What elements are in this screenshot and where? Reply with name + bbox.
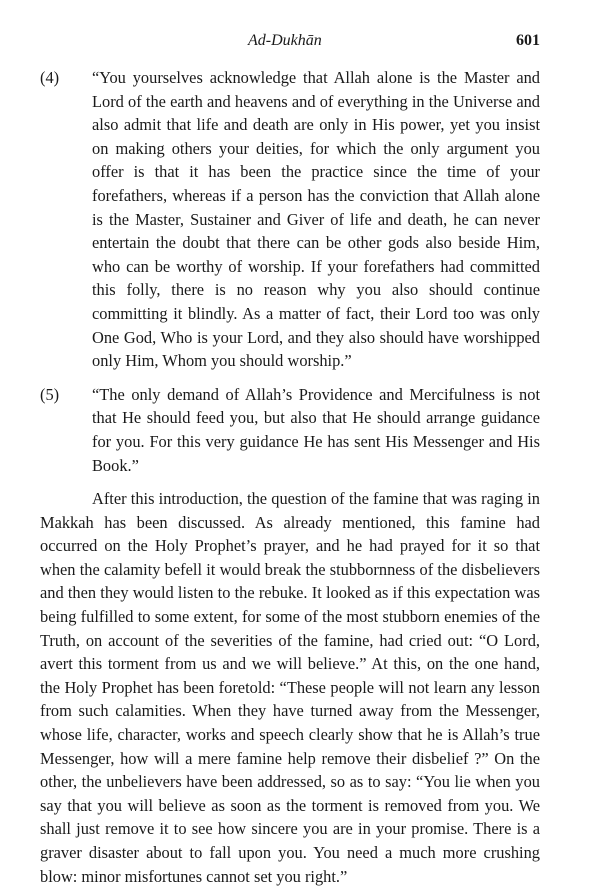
page-number: 601 xyxy=(516,32,540,49)
body-text xyxy=(40,66,540,888)
point-text: “You yourselves acknowledge that Allah alone is the Master and Lord of the earth and heavens and of everything in the Universe and also admit that life and death are only in His power, yet you insist on making others your deities, for which the only argument you offer is that it has been the practice since the time of your forefathers, whereas if a person has the conviction that Allah alone is the Master, Sustainer and Giver of life and death, he can never entertain the doubt that there can be other gods also beside Him, who can be worthy of worship. If your forefathers had committed this folly, there is no reason why you also should continue committing it blindly. As a matter of fact, their Lord too was only One God, Who is your Lord, and they also should have worshipped only Him, Whom you should worship.” xyxy=(92,68,540,371)
running-title: Ad-Dukhān xyxy=(248,32,322,49)
point-number: (4) xyxy=(40,68,60,87)
point-text: “The only demand of Allah’s Providence and Mercifulness is not that He should feed you, but also that He should arrange guidance for you. For this very guidance He has sent His Messenger and His Book.” xyxy=(92,384,540,475)
numbered-point xyxy=(40,66,540,373)
numbered-point xyxy=(40,383,540,477)
point-number: (5) xyxy=(40,384,60,404)
running-head xyxy=(0,32,600,52)
body-paragraph: After this introduction, the question of the famine that was raging in Makkah has been discussed. As already mentioned, this famine had occurred on the Holy Prophet’s prayer, and he had prayed for it so that when the calamity befell it would break the stubbornness of the disbelievers and then they would listen to the rebuke. It looked as if this expectation was being fulfilled to some extent, for some of the most stubborn enemies of the Truth, on account of the severities of the famine, had cried out: “O Lord, avert this torment from us and we will believe.” At this, on the one hand, the Holy Prophet has been foretold: “These people will not learn any lesson from such calamities. When they have turned away from the Messenger, whose life, character, works and speech clearly show that he is Allah’s true Messenger, how will a mere famine help remove their disbelief ?” On the other, the unbelievers have been addressed, so as to say: “You lie when you say that you will believe as soon as the torment is removed from you. We shall just remove it to see how sincere you are in your promise. There is a graver disaster about to fall upon you. You need a much more crushing blow: minor misfortunes cannot set you right.” xyxy=(40,489,540,886)
